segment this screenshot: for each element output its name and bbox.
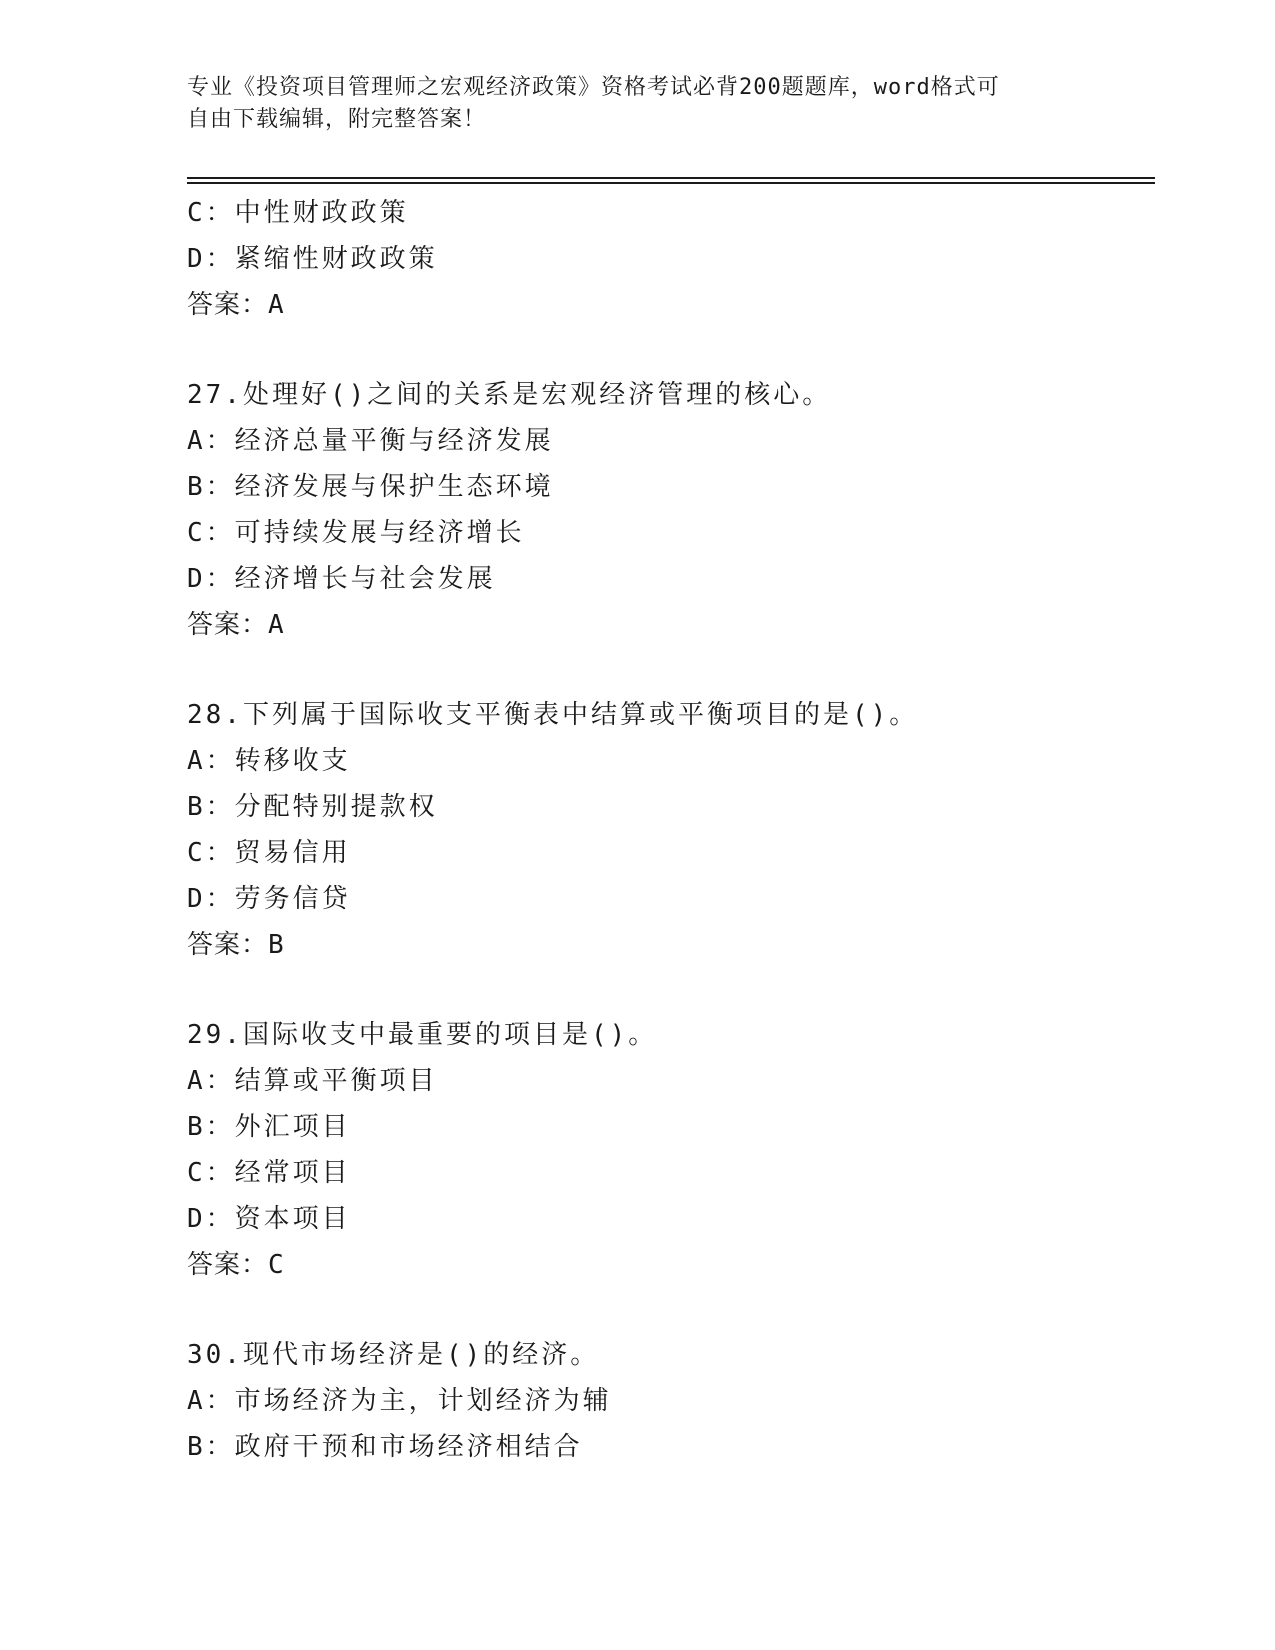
question-text: 30.现代市场经济是()的经济。 <box>187 1340 600 1370</box>
answer-line: 答案：C <box>187 1250 285 1280</box>
question-text: 29.国际收支中最重要的项目是()。 <box>187 1020 658 1050</box>
option-a: A：转移收支 <box>187 746 351 776</box>
question-text: 27.处理好()之间的关系是宏观经济管理的核心。 <box>187 380 832 410</box>
option-b: B：分配特别提款权 <box>187 792 438 822</box>
option-b: B：政府干预和市场经济相结合 <box>187 1432 583 1462</box>
option-d: D：资本项目 <box>187 1204 351 1234</box>
answer-line: 答案：B <box>187 930 285 960</box>
document-header <box>187 72 1087 136</box>
question-block-continued <box>187 190 1147 328</box>
question-block <box>187 692 1147 968</box>
option-d: D：紧缩性财政政策 <box>187 244 438 274</box>
option-c: C：经常项目 <box>187 1158 351 1188</box>
option-b: B：经济发展与保护生态环境 <box>187 472 554 502</box>
option-a: A：经济总量平衡与经济发展 <box>187 426 554 456</box>
option-c: C：可持续发展与经济增长 <box>187 518 525 548</box>
question-list <box>187 190 1147 1470</box>
question-text: 28.下列属于国际收支平衡表中结算或平衡项目的是()。 <box>187 700 919 730</box>
question-block <box>187 372 1147 648</box>
option-a: A：结算或平衡项目 <box>187 1066 438 1096</box>
option-a: A：市场经济为主，计划经济为辅 <box>187 1386 612 1416</box>
option-d: D：经济增长与社会发展 <box>187 564 496 594</box>
option-d: D：劳务信贷 <box>187 884 351 914</box>
spacer <box>187 328 1147 372</box>
spacer <box>187 648 1147 692</box>
header-divider-bottom <box>187 182 1155 184</box>
question-block <box>187 1012 1147 1288</box>
option-c: C：贸易信用 <box>187 838 351 868</box>
header-divider-top <box>187 177 1155 179</box>
spacer <box>187 968 1147 1012</box>
option-c: C：中性财政政策 <box>187 198 409 228</box>
header-line-1: 专业《投资项目管理师之宏观经济政策》资格考试必背200题题库，word格式可 <box>187 75 1000 100</box>
spacer <box>187 1288 1147 1332</box>
option-b: B：外汇项目 <box>187 1112 351 1142</box>
question-block <box>187 1332 1147 1470</box>
answer-line: 答案：A <box>187 610 285 640</box>
answer-line: 答案：A <box>187 290 285 320</box>
header-line-2: 自由下载编辑，附完整答案！ <box>187 107 487 132</box>
